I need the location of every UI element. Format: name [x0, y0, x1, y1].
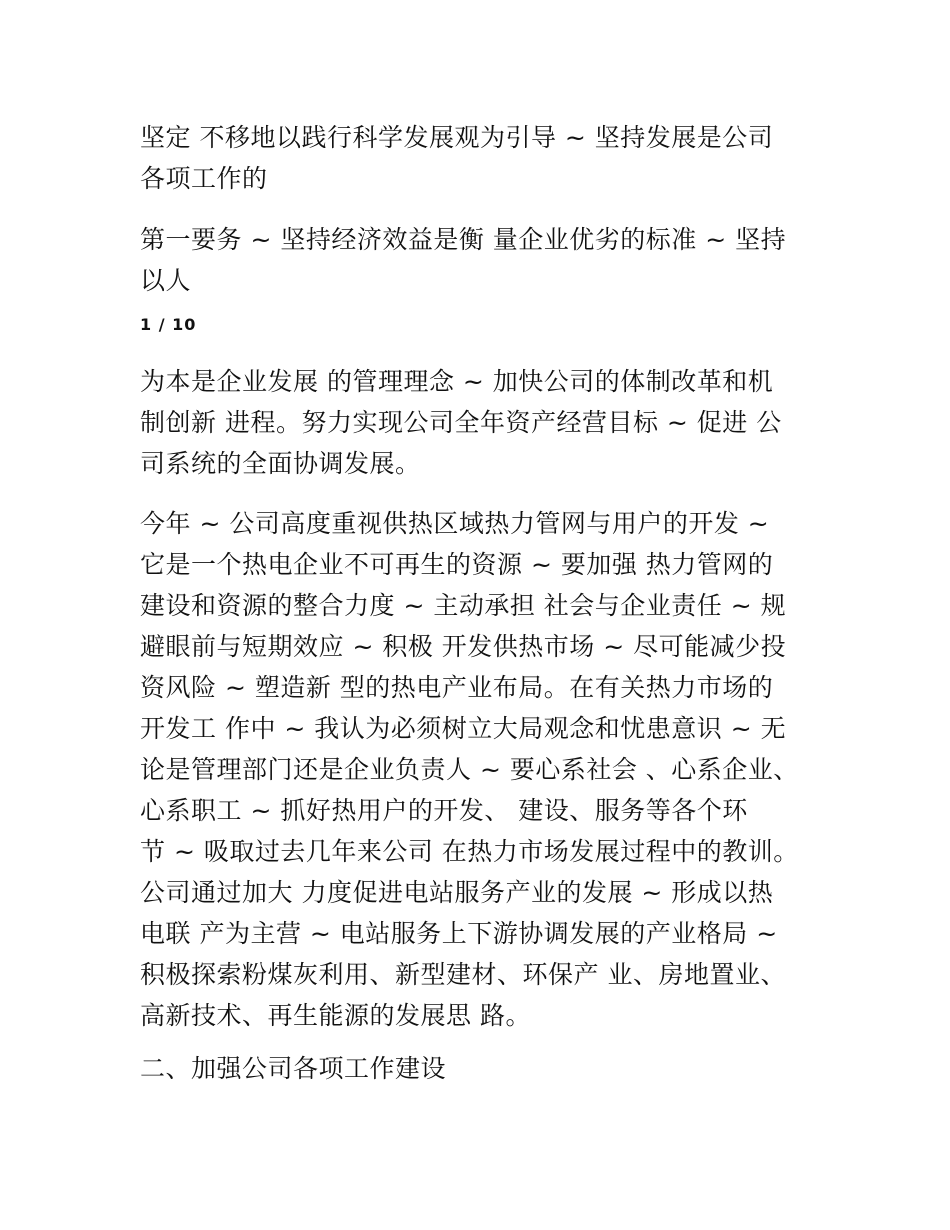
text-line: 资风险 ~ 塑造新 型的热电产业布局。在有关热力市场的: [140, 673, 774, 702]
text-line: 电联 产为主营 ~ 电站服务上下游协调发展的产业格局 ~: [140, 919, 778, 948]
text-line: 开发工 作中 ~ 我认为必须树立大局观念和忧患意识 ~ 无: [140, 714, 787, 743]
text-line: 节 ~ 吸取过去几年来公司 在热力市场发展过程中的教训。: [140, 837, 799, 866]
text-line: 司系统的全面协调发展。: [140, 449, 421, 478]
text-line: 以人: [140, 266, 192, 295]
section-heading: 二、加强公司各项工作建设: [140, 1054, 447, 1083]
text-line: 坚定 不移地以践行科学发展观为引导 ~ 坚持发展是公司: [140, 123, 774, 152]
paragraph-priority: [140, 219, 820, 301]
text-line: 它是一个热电企业不可再生的资源 ~ 要加强 热力管网的: [140, 550, 774, 579]
text-line: 建设和资源的整合力度 ~ 主动承担 社会与企业责任 ~ 规: [140, 591, 787, 620]
text-line: 心系职工 ~ 抓好热用户的开发、 建设、服务等各个环: [140, 796, 748, 825]
text-line: 各项工作的: [140, 164, 268, 193]
text-line: 今年 ~ 公司高度重视供热区域热力管网与用户的开发 ~: [140, 509, 770, 538]
text-line: 为本是企业发展 的管理理念 ~ 加快公司的体制改革和机: [140, 367, 774, 396]
text-line: 避眼前与短期效应 ~ 积极 开发供热市场 ~ 尽可能减少投: [140, 632, 787, 661]
text-line: 论是管理部门还是企业负责人 ~ 要心系社会 、心系企业、: [140, 755, 799, 784]
paragraph-intro: [140, 117, 820, 199]
text-line: 公司通过加大 力度促进电站服务产业的发展 ~ 形成以热: [140, 878, 774, 907]
text-line: 制创新 进程。努力实现公司全年资产经营目标 ~ 促进 公: [140, 408, 782, 437]
paragraph-heat-market: [140, 503, 820, 1036]
page-number: 1 / 10: [140, 315, 197, 334]
text-line: 第一要务 ~ 坚持经济效益是衡 量企业优劣的标准 ~ 坚持: [140, 225, 787, 254]
text-line: 高新技术、再生能源的发展思 路。: [140, 1001, 531, 1030]
text-line: 积极探索粉煤灰利用、新型建材、环保产 业、房地置业、: [140, 960, 786, 989]
paragraph-management: [140, 361, 820, 484]
